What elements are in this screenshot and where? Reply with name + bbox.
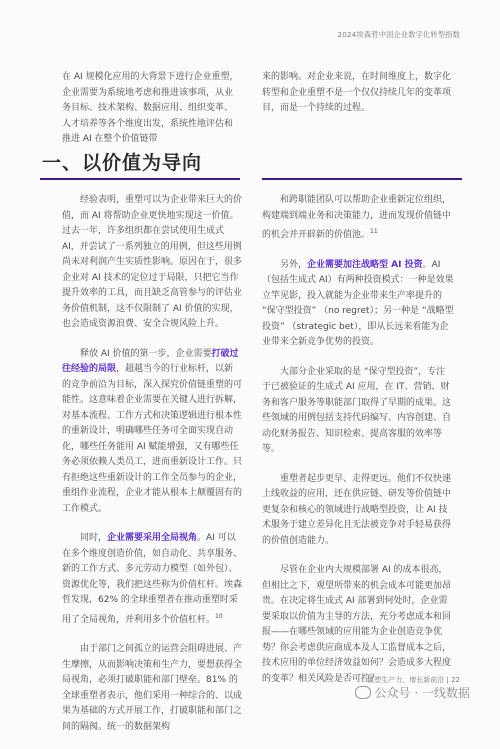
text-segment: 和跨职能团队可以帮助企业重新定位组织，构建端到端业务和决策能力，进而发现价值链中的机会并开辟新的价值池。	[262, 195, 452, 240]
body-column-left	[62, 193, 242, 749]
paragraph: 重塑者起步更早、走得更远。他们不仅快速上线收益的应用，还在供应链、研发等价值链中更复杂和核心的领域进行战略型投资，让 AI 技术服务于建立差异化且无法被竞争对手轻易获得的价值创造能力。	[262, 473, 452, 546]
highlight-text: 企业需要加注战略型 AI 投资	[307, 259, 423, 270]
highlight-text: 打破过往经验的局限	[62, 348, 239, 374]
text-segment: 同时，	[80, 533, 108, 543]
text-segment: 释放 AI 价值的第一步，企业需要	[80, 348, 212, 359]
highlight-text: 企业需要采用全局视角	[107, 533, 198, 543]
paragraph	[62, 531, 242, 628]
body-column-right	[262, 193, 454, 701]
intro-paragraph-right: 来的影响。对企业来说，在时间维度上，数字化转型和企业重塑不是一个仅仅持续几年的变革项目，而是一个持续的过程。	[262, 72, 452, 113]
paragraph: 大部分企业采取的是 “保守型投资”，专注于已被验证的生成式 AI 应用，在 IT、营销、财务和客户服务等职能部门取得了早期的成果。这些领域的用例包括支持代码编写、内容创建、自动化财务报告、知识检索、提高客服的效率等等。	[262, 366, 452, 454]
text-segment: 。AI（包括生成式 AI）有两种投资模式：一种是效果立竿见影，投入就能为企业带来生产率提升的 “保守型投资” （no regret）；另一种是 “战略型投资” （strategic bet），即从长远来看能为企业带来全新竞争优势的投资。	[262, 259, 454, 347]
watermark-text: 公众号 · 一线数据	[374, 686, 470, 700]
watermark	[355, 684, 470, 701]
report-header-title: 2024埃森哲中国企业数字化转型指数	[337, 30, 460, 39]
paragraph	[62, 347, 242, 518]
section-divider-left	[40, 178, 240, 180]
paragraph: 尽管在企业内大规模部署 AI 的成本很高，但相比之下，观望所带来的机会成本可能更加昂贵。在决定将生成式 AI 部署到何处时，企业需要采取以价值为主导的方法，充分考虑成本和回报——在哪些领域的应用能为企业创造竞争优势？你会考虑供应商成本及人工监督成本之后，技术应用的单位经济效益如何？会造成多大程度的变革？相关风险是否可控？	[262, 565, 452, 684]
footnote-ref: 10	[215, 612, 223, 620]
paragraph	[262, 258, 454, 351]
intro-paragraph-left: 在 AI 规模化应用的大背景下进行企业重塑，企业需要为系统地考虑和推进该事项，从业务目标、技术架构、数据应用、组织变革、人才培养等各个维度出发，系统性地评估和推进 AI 在整个价值链带	[62, 72, 239, 144]
text-segment: 另外，	[280, 259, 308, 270]
paragraph: 由于部门之间孤立的运营会阻碍进展、产生摩擦，从而影响决策和生产力，要想获得全局视角，必须打破职能和部门壁垒。81% 的全球重塑者表示，他们采用一种综合的、以成果为基础的方式开展工作，打破职能和部门之间的隔阂。统一的数据架构	[62, 644, 243, 732]
text-segment: ，超越当今的行业标杆，以新的竞争前沿为目标，深入探究价值链重塑的可能性。这意味着企业需要在关键人进行拆解，对基本流程、工作方式和决策逻辑进行根本性的重新设计，明确哪些任务可全面实现自动化，哪些任务能用 AI 赋能增强，又有哪些任务必须依赖人类员工，进而重新设计工作。只有拒绝这些重新设计的工作全员参与的企业，重组作业流程，企业才能从根本上颠覆固有的工作模式。	[62, 364, 243, 514]
wechat-icon	[355, 686, 371, 699]
footnote-ref: 11	[370, 228, 378, 235]
paragraph: 经验表明，重塑可以为企业带来巨大的价值，而 AI 将帮助企业更快地实现这一价值。过去一年，许多组织都在尝试使用生成式 AI，并尝试了一系列独立的用例，但这些用例尚未对利润产生实质性影响。原因在于，很多企业对 AI 技术的定位过于局限，只把它当作提升效率的工具，而且缺乏高管参与的评估业务价值机制，这不仅限制了 AI 价值的实现，也会造成资源浪费、安全合规风险上升。	[62, 195, 243, 329]
section-title: 一、以价值为导向	[42, 152, 203, 174]
paragraph	[262, 193, 454, 244]
text-segment: 。AI 可以在多个维度创造价值，如自动化、共享服务、新的工作方式、多元劳动力模型（如外包）、资源优化等，我们把这些称为价值杠杆。埃森哲发现，62% 的全球重塑者在推动重塑时采用了全局视角，并利用多个价值杠杆。	[62, 533, 243, 625]
page-footer-label: 重塑生产力，增长新前沿 | 22	[367, 676, 460, 684]
section-divider-right	[262, 178, 462, 180]
